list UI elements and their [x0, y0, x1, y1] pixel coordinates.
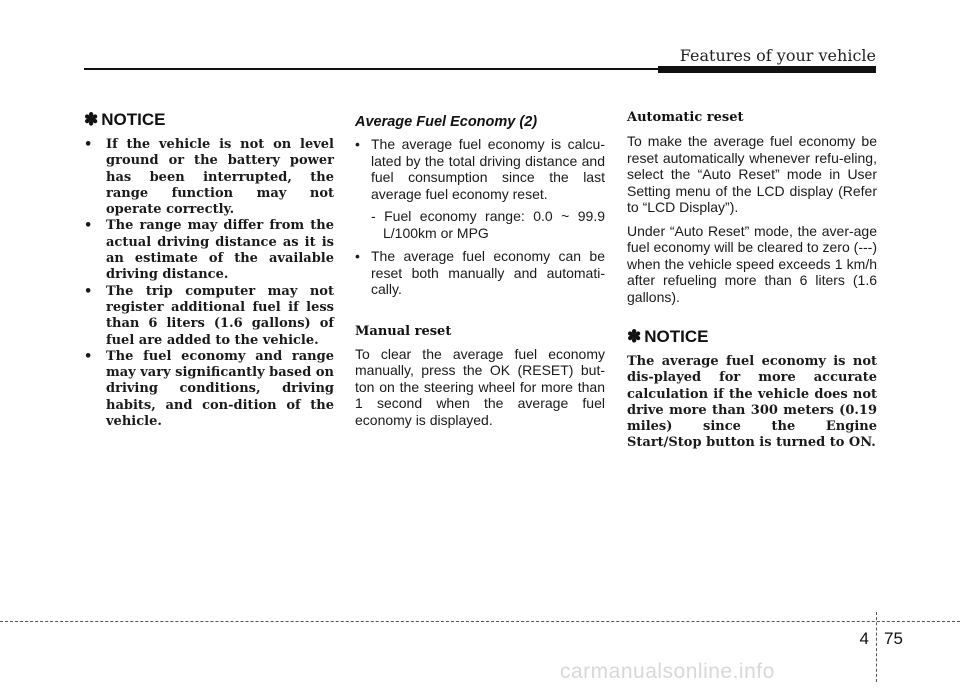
footer-divider	[876, 612, 877, 682]
fuel-economy-list	[355, 136, 605, 202]
automatic-reset-heading: Automatic reset	[627, 110, 744, 125]
bullet-icon: •	[355, 136, 360, 152]
notice-heading	[627, 327, 877, 347]
manual-reset-text: To clear the average fuel economy manually, press the OK (RESET) but-ton on the steering wheel for more than 1 second when the average fuel economy is displayed.	[355, 345, 605, 428]
notice-heading	[84, 110, 334, 130]
notice-text: The average fuel economy is not dis-played for more accurate calculation if the vehicle does not drive more than 300 meters (0.19 miles) since the Engine Start/Stop button is turned to ON.	[627, 354, 877, 451]
bullet-icon: •	[84, 218, 93, 234]
bullet-icon: •	[84, 348, 93, 364]
footer-rule	[0, 621, 960, 622]
list-item: • The trip computer may not register additional fuel if less than 6 liters (1.6 gallons) of fuel are added to the vehicle.	[84, 283, 334, 348]
notice-box	[627, 327, 877, 452]
manual-reset-heading: Manual reset	[355, 323, 452, 339]
list-item: • The fuel economy and range may vary significantly based on driving conditions, driving habits, and con-dition of the vehicle.	[84, 348, 335, 430]
fuel-economy-list-2	[355, 248, 605, 298]
left-column	[84, 110, 334, 430]
bullet-icon: •	[355, 248, 360, 264]
bullet-icon: •	[84, 137, 93, 152]
list-item: • If the vehicle is not on level ground or the battery power has been interrupted, the range function may not operate correctly.	[84, 137, 334, 218]
right-column	[627, 110, 877, 452]
notice-list	[84, 137, 334, 430]
auto-reset-mode-text: Under “Auto Reset” mode, the aver-age fuel economy will be cleared to zero (---) when the vehicle speed exceeds 1 km/h after refueling more than 6 liters (1.6 gallons).	[627, 222, 877, 305]
average-fuel-economy-heading: Average Fuel Economy (2)	[355, 114, 538, 130]
watermark: carmanualsonline.info	[560, 660, 775, 683]
list-item: • The average fuel economy is calcu-lated by the total driving distance and fuel consumption since the last average fuel economy reset.	[355, 136, 605, 202]
section-title: Features of your vehicle	[679, 46, 876, 65]
list-item: • The average fuel economy can be reset both manually and automati-cally.	[355, 248, 605, 297]
notice-label: NOTICE	[644, 327, 709, 346]
header-tab-bar	[658, 66, 876, 73]
notice-label: NOTICE	[101, 110, 166, 129]
notice-star-icon: ✽	[627, 327, 642, 346]
fuel-economy-range: - Fuel economy range: 0.0 ~ 99.9 L/100km or MPG	[371, 208, 605, 241]
automatic-reset-text: To make the average fuel economy be reset automatically whenever refu-eling, select the “Auto Reset” mode in User Setting menu of the LCD display (Refer to “LCD Display”).	[627, 133, 877, 215]
notice-star-icon: ✽	[84, 110, 99, 129]
middle-column	[355, 110, 605, 435]
page-number: 75	[884, 629, 903, 648]
chapter-number: 4	[859, 629, 869, 648]
list-item: • The range may differ from the actual driving distance as it is an estimate of the available driving distance.	[84, 218, 334, 283]
bullet-icon: •	[84, 283, 93, 299]
